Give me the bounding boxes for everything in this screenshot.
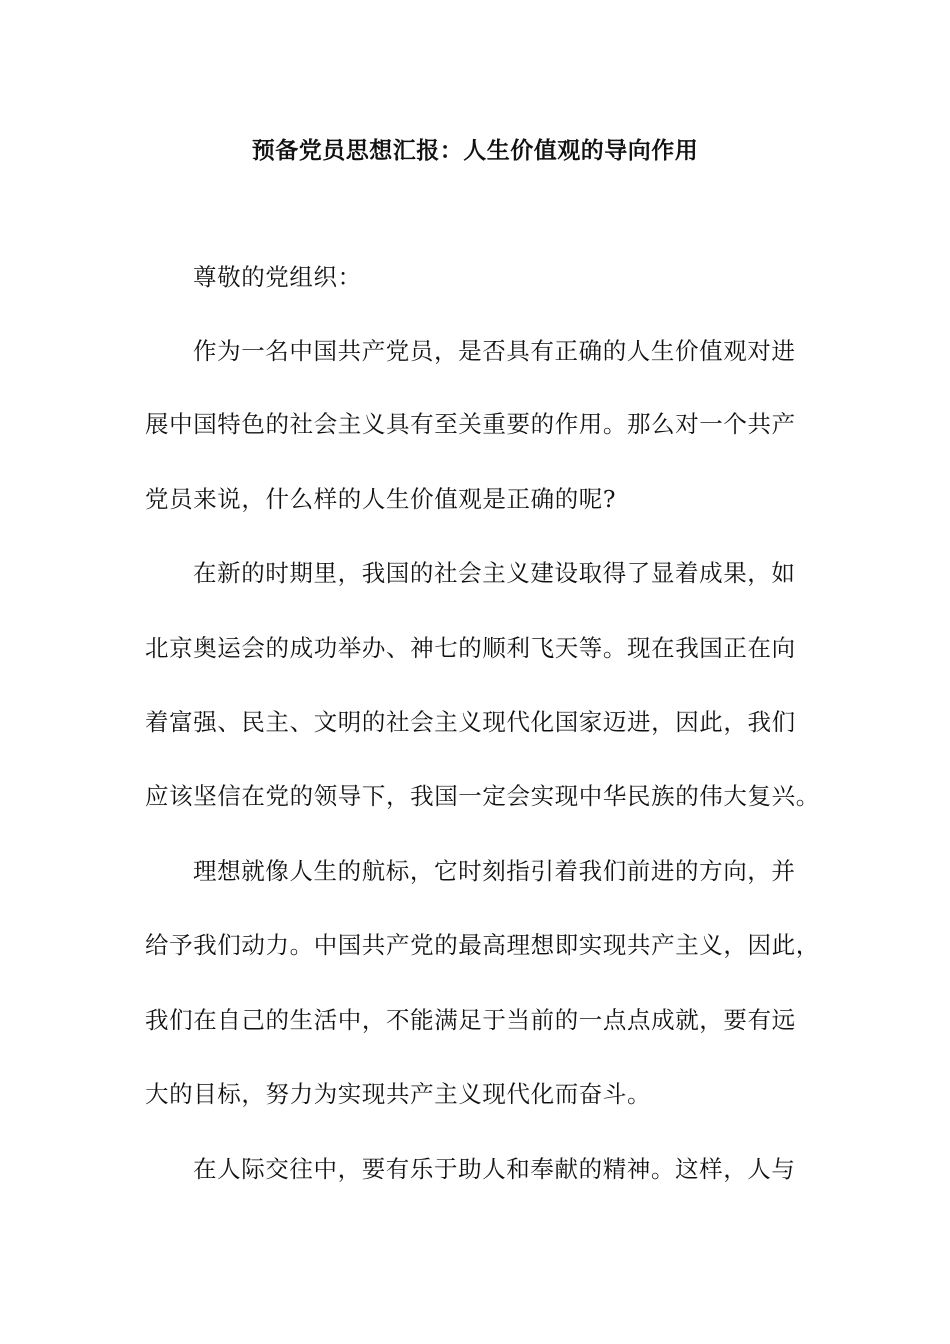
paragraph-line: 在人际交往中，要有乐于助人和奉献的精神。这样，人与 bbox=[193, 1155, 796, 1183]
paragraph-line: 理想就像人生的航标，它时刻指引着我们前进的方向，并 bbox=[193, 857, 796, 885]
paragraph-line: 大的目标，努力为实现共产主义现代化而奋斗。 bbox=[145, 1080, 652, 1108]
paragraph-line: 北京奥运会的成功举办、神七的顺利飞天等。现在我国正在向 bbox=[145, 634, 796, 662]
paragraph-line: 展中国特色的社会主义具有至关重要的作用。那么对一个共产 bbox=[145, 410, 796, 438]
document-title: 预备党员思想汇报：人生价值观的导向作用 bbox=[251, 137, 699, 164]
paragraph-line: 应该坚信在党的领导下，我国一定会实现中华民族的伟大复兴。 bbox=[145, 782, 820, 810]
paragraph-line: 着富强、民主、文明的社会主义现代化国家迈进，因此，我们 bbox=[145, 708, 796, 736]
paragraph-line: 我们在自己的生活中，不能满足于当前的一点点成就，要有远 bbox=[145, 1006, 796, 1034]
paragraph-line: 作为一名中国共产党员，是否具有正确的人生价值观对进 bbox=[193, 337, 796, 365]
paragraph-line: 在新的时期里，我国的社会主义建设取得了显着成果，如 bbox=[193, 559, 796, 587]
paragraph-line: 党员来说，什么样的人生价值观是正确的呢? bbox=[145, 485, 617, 513]
paragraph-line: 给予我们动力。中国共产党的最高理想即实现共产主义，因此， bbox=[145, 931, 820, 959]
salutation: 尊敬的党组织： bbox=[193, 263, 362, 291]
